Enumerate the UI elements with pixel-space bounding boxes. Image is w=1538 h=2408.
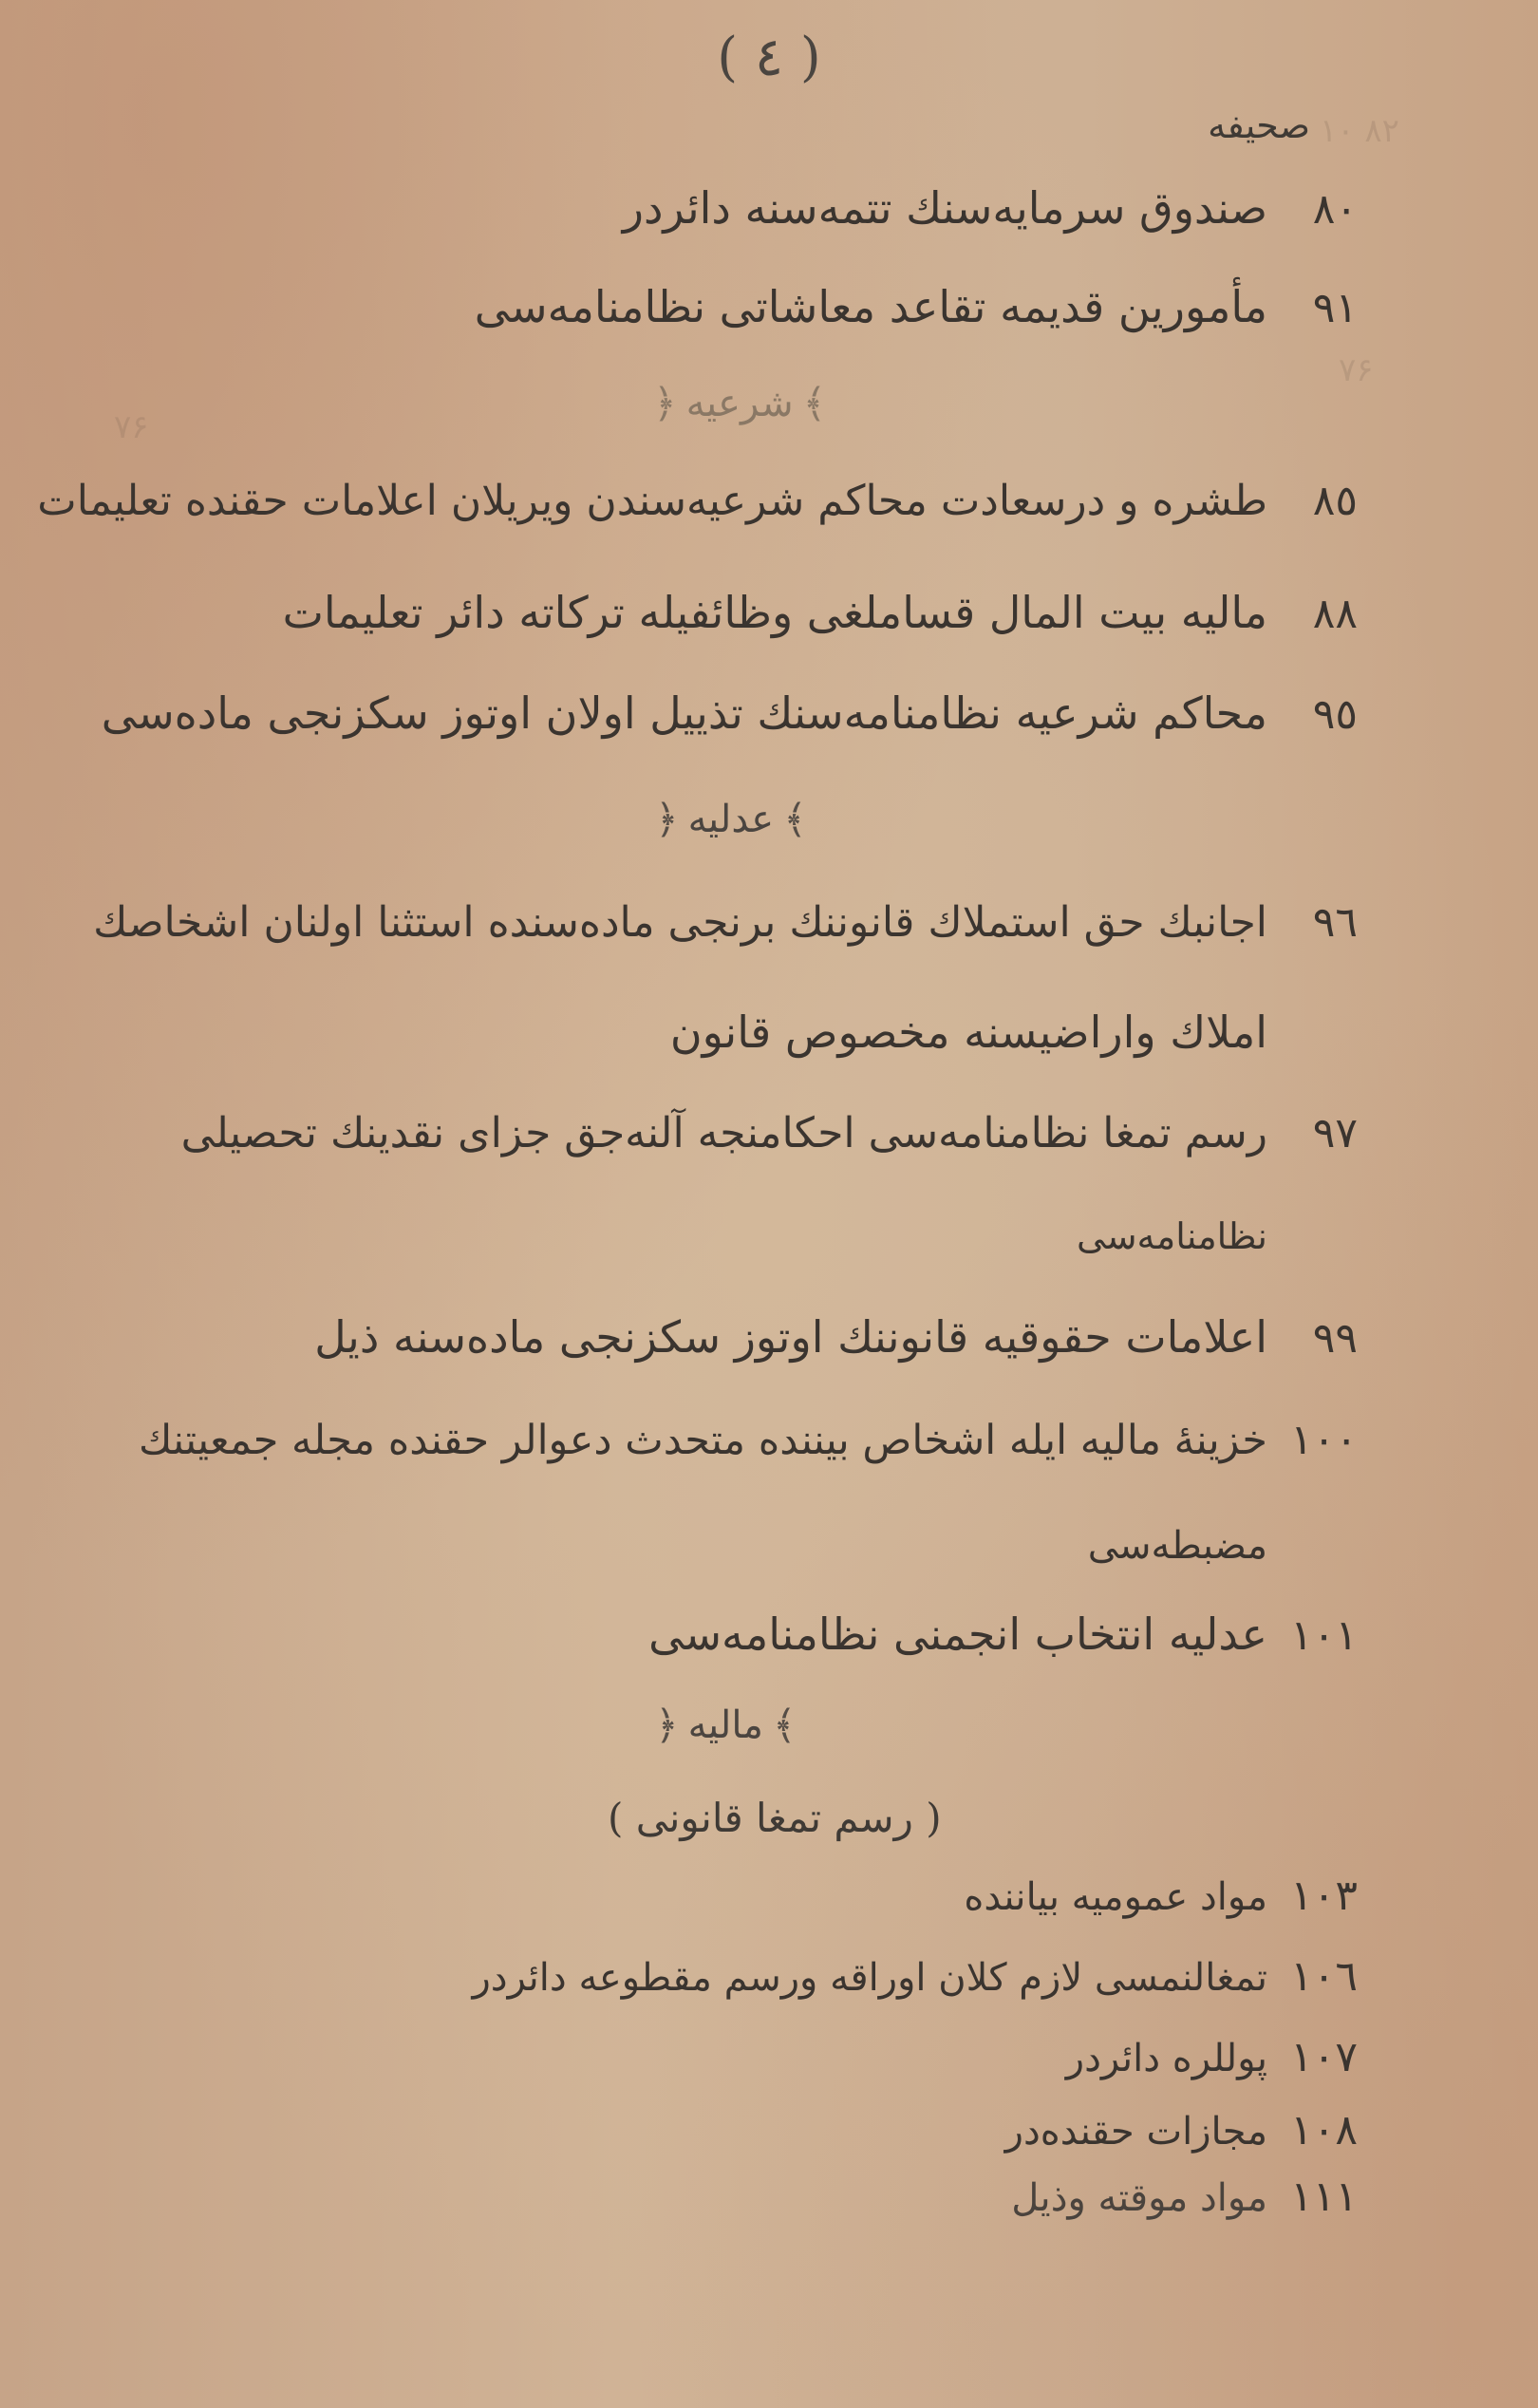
entry-title: تمغالنمسی لازم کلان اوراقه ورسم مقطوعه دائردر	[472, 1956, 1267, 2000]
toc-entry	[1004, 2106, 1358, 2154]
entry-title-continuation: املاك واراضیسنه مخصوص قانون	[669, 1006, 1267, 1058]
entry-title: مالیه بیت المال قساملغی وظائفیله ترکاته دائر تعلیمات	[282, 587, 1267, 638]
entry-page-number: ١٠٠	[1290, 1416, 1358, 1464]
entry-title: اعلامات حقوقیه قانوننك اوتوز سکزنجی ماده‌سنه ذیل	[314, 1311, 1267, 1363]
entry-title: مأمورین قدیمه تقاعد معاشاتی نظامنامه‌سی	[474, 281, 1267, 332]
bleed-through-text: ۷۶	[1339, 351, 1374, 389]
entry-title: اجانبك حق استملاك قانوننك برنجی ماده‌سنده استثنا اولنان اشخاصك	[93, 898, 1267, 947]
toc-entry	[964, 1872, 1358, 1920]
entry-page-number: ٨٥	[1312, 477, 1358, 525]
section-heading-adliye	[655, 796, 807, 842]
entry-title: مواد عمومیه بیاننده	[964, 1875, 1267, 1919]
entry-page-number: ١٠٣	[1290, 1872, 1358, 1920]
bleed-through-text: ۷۶	[114, 408, 149, 446]
ornament-right-icon: ﴿	[655, 796, 679, 842]
toc-entry	[474, 281, 1358, 332]
toc-entry	[1011, 2173, 1358, 2221]
entry-page-number: ٩٧	[1312, 1109, 1358, 1157]
entry-title: مجازات حقنده‌در	[1004, 2110, 1267, 2154]
ornament-right-icon: ﴿	[653, 380, 677, 426]
entry-title: صندوق سرمایه‌سنك تتمه‌سنه دائردر	[622, 182, 1267, 234]
entry-title: طشره و درسعادت محاکم شرعیه‌سندن ویریلان اعلامات حقنده تعلیمات	[37, 477, 1267, 525]
entry-title: رسم تمغا نظامنامه‌سی احکامنجه آلنه‌جق جزای نقدینك تحصیلی	[180, 1109, 1267, 1157]
entry-page-number: ١٠٧	[1290, 2033, 1358, 2081]
entry-title: محاکم شرعیه نظامنامه‌سنك تذییل اولان اوتوز سکزنجی ماده‌سی	[101, 687, 1267, 739]
section-heading-text: شرعیه	[685, 381, 794, 425]
toc-entry	[138, 1416, 1358, 1464]
entry-page-number: ١١١	[1290, 2173, 1358, 2221]
ornament-right-icon: ﴿	[655, 1702, 679, 1748]
toc-entry	[622, 182, 1358, 234]
entry-page-number: ٨٠	[1312, 185, 1358, 234]
ornament-left-icon: ﴾	[783, 796, 807, 842]
bleed-through-text: ۸۲ ۱۰	[1320, 112, 1399, 150]
toc-entry	[314, 1311, 1358, 1363]
entry-title: پوللره دائردر	[1065, 2037, 1267, 2080]
entry-page-number: ٩٩	[1312, 1314, 1358, 1363]
section-heading-maliye	[655, 1702, 797, 1748]
page-number: ( ٤ )	[717, 27, 821, 88]
entry-title: مواد موقته وذیل	[1011, 2176, 1267, 2220]
toc-entry	[180, 1109, 1358, 1157]
toc-entry	[37, 477, 1358, 525]
entry-page-number: ١٠٨	[1290, 2106, 1358, 2154]
entry-page-number: ١٠٦	[1290, 1952, 1358, 2001]
toc-entry	[648, 1608, 1358, 1660]
toc-entry	[93, 898, 1358, 947]
entry-title-continuation: نظامنامه‌سی	[1077, 1215, 1267, 1257]
entry-title-continuation: مضبطه‌سی	[1087, 1524, 1267, 1568]
entry-title: عدلیه انتخاب انجمنی نظامنامه‌سی	[648, 1608, 1267, 1660]
section-subheading: ( رسم تمغا قانونی )	[608, 1795, 942, 1841]
toc-entry	[472, 1952, 1358, 2001]
entry-title: خزینهٔ مالیه ایله اشخاص بیننده متحدث دعوالر حقنده مجله جمعیتنك	[138, 1417, 1267, 1464]
toc-entry	[282, 587, 1358, 638]
section-heading-text: مالیه	[687, 1703, 763, 1747]
entry-page-number: ١٠١	[1290, 1611, 1358, 1660]
ornament-left-icon: ﴾	[802, 380, 827, 426]
entry-page-number: ٩٥	[1312, 690, 1358, 739]
entry-page-number: ٩١	[1312, 284, 1358, 332]
toc-entry	[1065, 2033, 1358, 2081]
page-column-header: صحیفه	[1208, 104, 1310, 146]
ornament-left-icon: ﴾	[772, 1702, 797, 1748]
entry-page-number: ٨٨	[1312, 590, 1358, 638]
section-heading-text: عدلیه	[687, 797, 775, 841]
entry-page-number: ٩٦	[1312, 898, 1358, 947]
toc-entry	[101, 687, 1358, 739]
section-heading-sheriye	[653, 380, 826, 426]
